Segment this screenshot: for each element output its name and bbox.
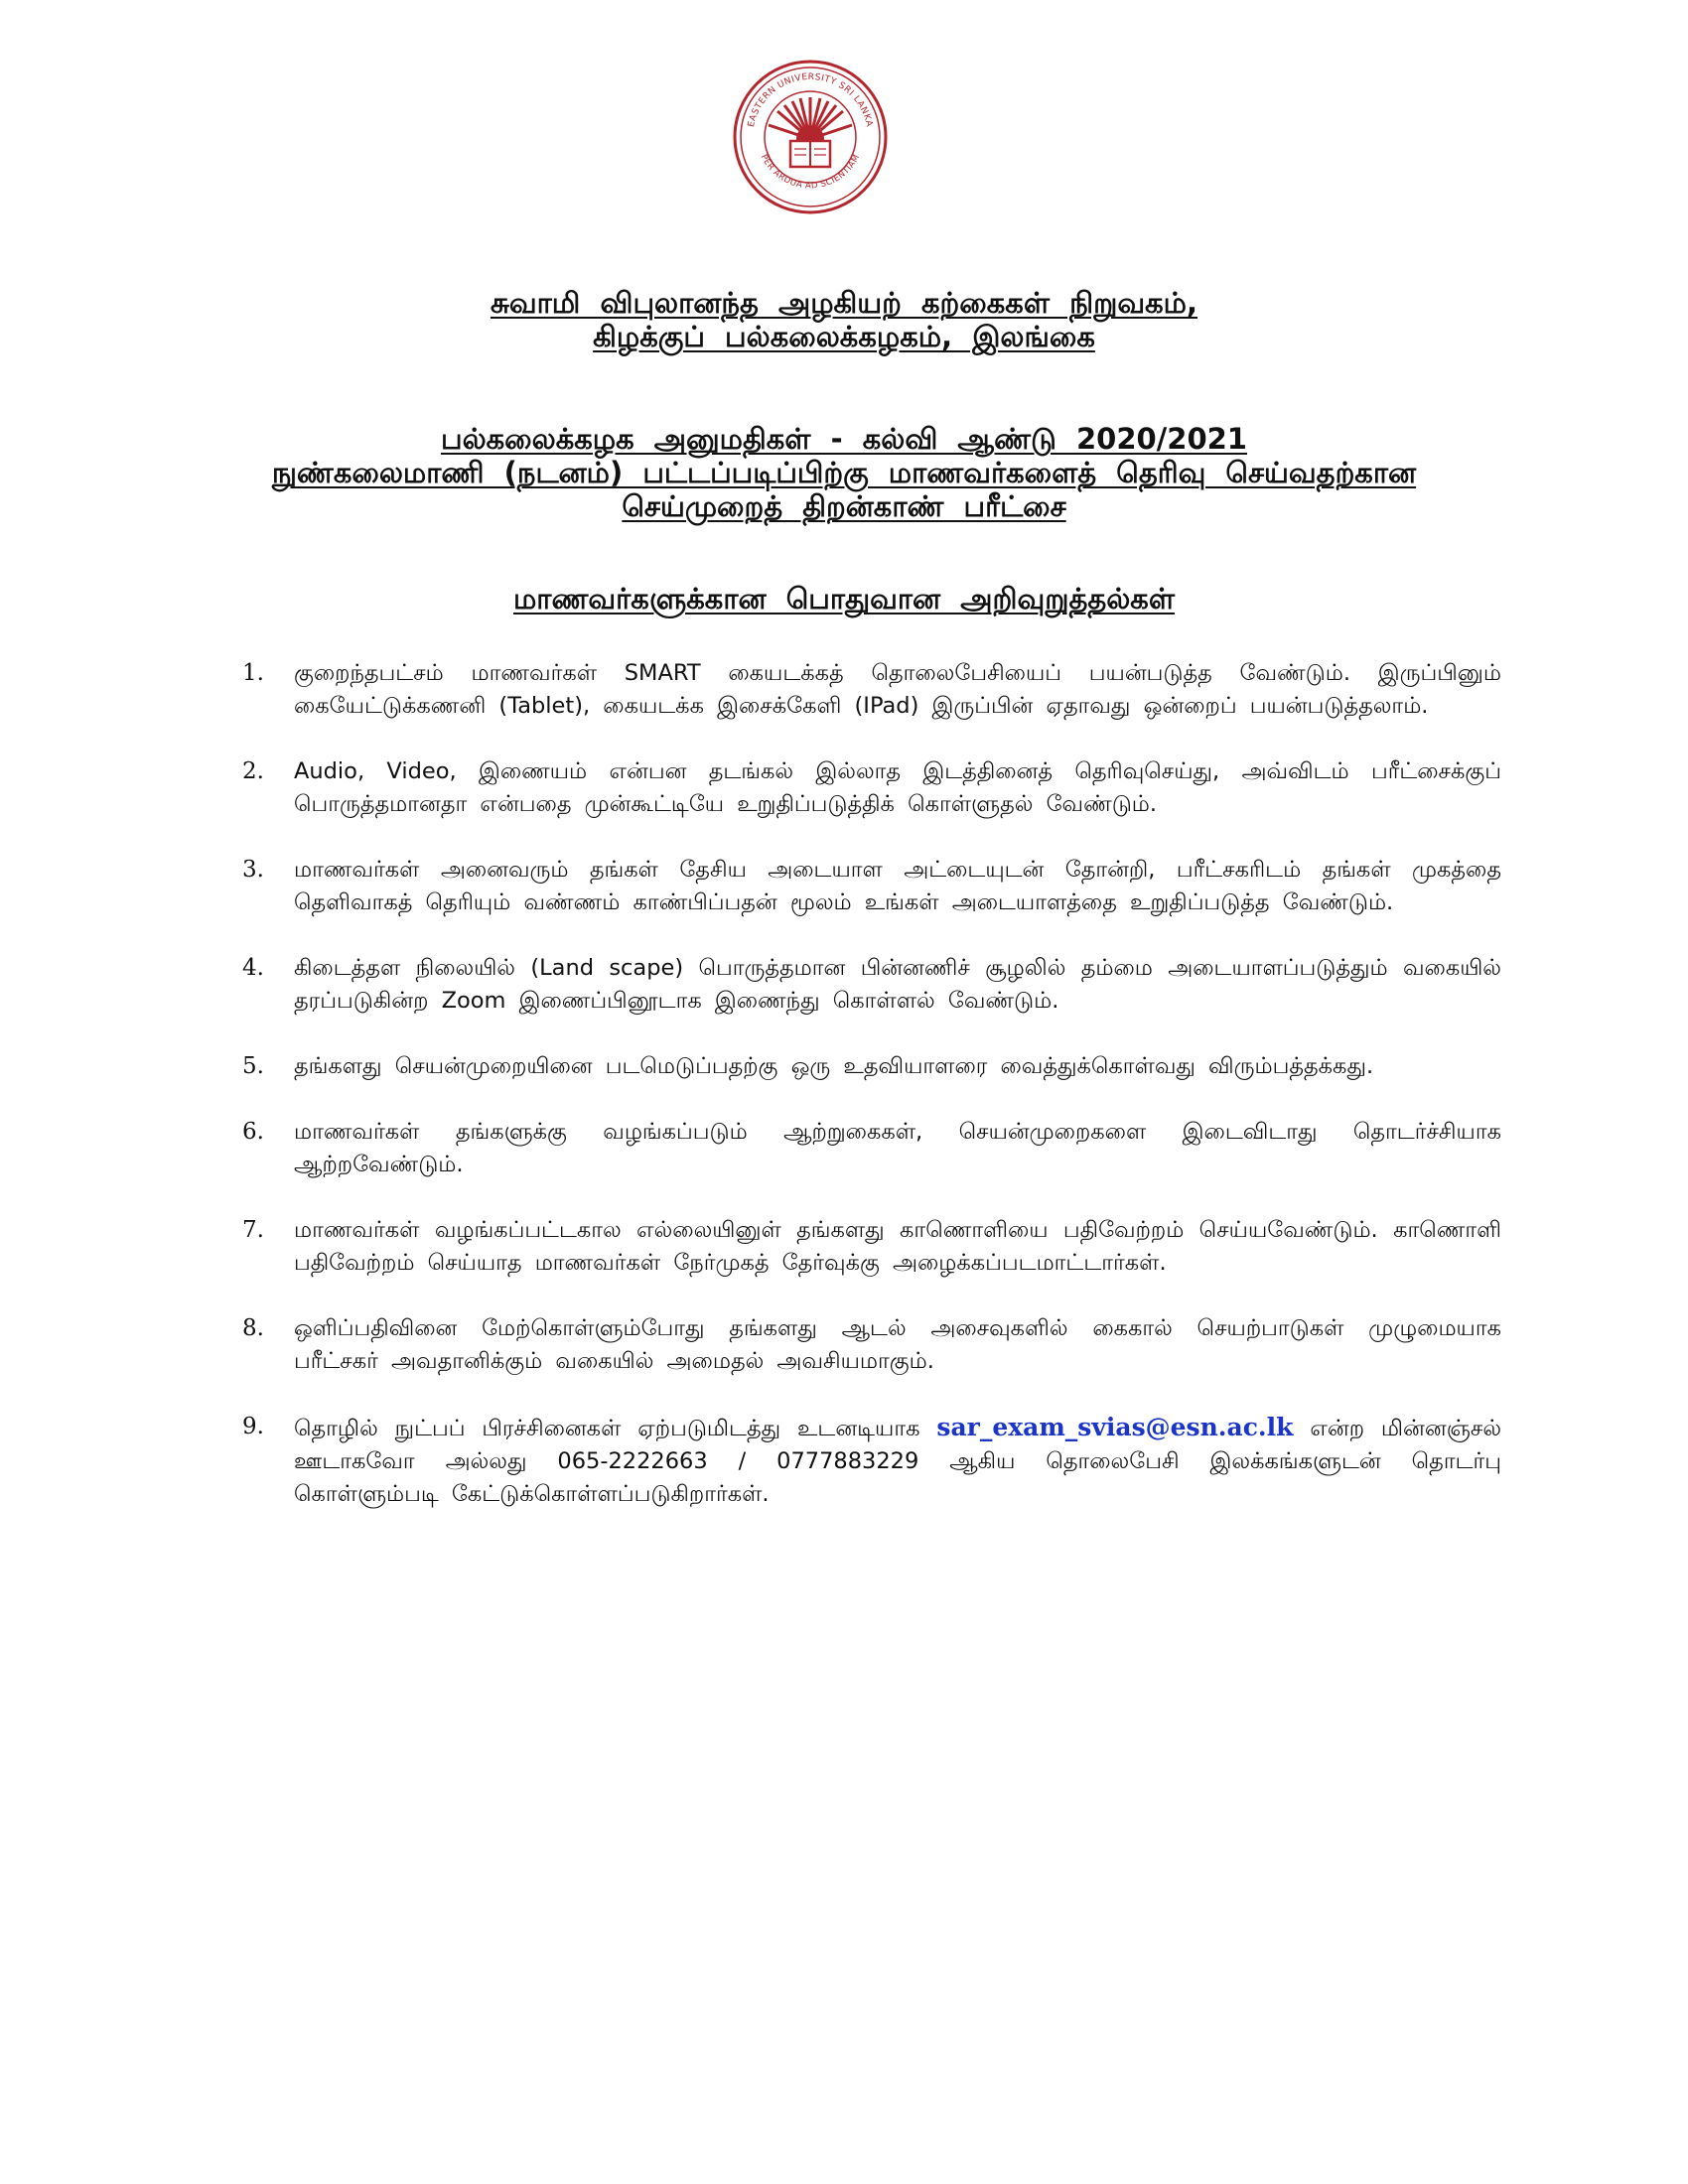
instruction-number: 3. — [242, 857, 264, 883]
institution-heading — [149, 286, 1539, 353]
instruction-text: குறைந்தபட்சம் மாணவர்கள் SMART கையடக்கத் தொலைபேசியைப் பயன்படுத்த வேண்டும். இருப்பினும் கையேட்டுக்கணனி (Tablet), கையடக்க இசைக்கேளி (IPad) இருப்பின் ஏதாவது ஒன்றைப் பயன்படுத்தலாம். — [294, 660, 1501, 719]
support-email-link[interactable]: sar_exam_svias@esn.ac.lk — [936, 1413, 1294, 1441]
instruction-item — [242, 657, 1501, 723]
logo-text-top: EASTERN UNIVERSITY SRI LANKA — [746, 71, 875, 129]
instruction-item — [242, 1116, 1501, 1181]
instruction-item-contact — [242, 1411, 1501, 1511]
instructions-list — [242, 657, 1501, 1544]
practical-test-title: செய்முறைத் திறன்காண் பரீட்சை — [622, 489, 1066, 523]
university-name: கிழக்குப் பல்கலைக்கழகம், இலங்கை — [593, 320, 1095, 353]
logo-text-bottom: PER ARDUA AD SCIENTIAM — [758, 152, 863, 192]
instruction-text: மாணவர்கள் அனைவரும் தங்கள் தேசிய அடையாள அட்டையுடன் தோன்றி, பரீட்சகரிடம் தங்கள் முகத்தை தெளிவாகத் தெரியும் வண்ணம் காண்பிப்பதன் மூலம் உங்கள் அடையாளத்தை உறுதிப்படுத்த வேண்டும். — [294, 857, 1501, 915]
contact-text-before: தொழில் நுட்பப் பிரச்சினைகள் ஏற்படுமிடத்து உடனடியாக — [294, 1416, 937, 1441]
instruction-item — [242, 755, 1501, 821]
instruction-item — [242, 854, 1501, 919]
instruction-number: 1. — [242, 660, 264, 686]
instruction-text — [294, 1413, 1502, 1507]
contact-text-after: என்ற மின்னஞ்சல் ஊடாகவோ அல்லது 065-2222663 / 0777883229 ஆகிய தொலைபேசி இலக்கங்களுடன் தொடர்பு கொள்ளும்படி கேட்டுக்கொள்ளப்படுகிறார்கள். — [294, 1416, 1502, 1507]
instruction-text: ஒளிப்பதிவினை மேற்கொள்ளும்போது தங்களது ஆடல் அசைவுகளில் கைகால் செயற்பாடுகள் முழுமையாக பரீட்சகர் அவதானிக்கும் வகையில் அமைதல் அவசியமாகும். — [294, 1315, 1501, 1374]
instruction-text: மாணவர்கள் வழங்கப்பட்டகால எல்லையினுள் தங்களது காணொளியை பதிவேற்றம் செய்யவேண்டும். காணொளி பதிவேற்றம் செய்யாத மாணவர்கள் நேர்முகத் தேர்வுக்கு அழைக்கப்படமாட்டார்கள். — [294, 1217, 1501, 1276]
instruction-number: 9. — [242, 1414, 264, 1439]
instruction-number: 8. — [242, 1315, 264, 1341]
instruction-text: தங்களது செயன்முறையினை படமெடுப்பதற்கு ஒரு உதவியாளரை வைத்துக்கொள்வது விரும்பத்தக்கது. — [294, 1053, 1374, 1079]
instruction-item — [242, 1312, 1501, 1378]
instruction-text: Audio, Video, இணையம் என்பன தடங்கல் இல்லாத இடத்தினைத் தெரிவுசெய்து, அவ்விடம் பரீட்சைக்குப் பொருத்தமானதா என்பதை முன்கூட்டியே உறுதிப்படுத்திக் கொள்ளுதல் வேண்டும். — [294, 758, 1501, 817]
instruction-number: 4. — [242, 955, 264, 981]
degree-selection-title: நுண்கலைமாணி (நடனம்) பட்டப்படிப்பிற்கு மாணவர்களைத் தெரிவு செய்வதற்கான — [271, 456, 1417, 489]
admissions-year-title: பல்கலைக்கழக அனுமதிகள் - கல்வி ஆண்டு 2020/2021 — [440, 422, 1247, 456]
instruction-text: கிடைத்தள நிலையில் (Land scape) பொருத்தமான பின்னணிச் சூழலில் தம்மை அடையாளப்படுத்தும் வகையில் தரப்படுகின்ற Zoom இணைப்பினூடாக இணைந்து கொள்ளல் வேண்டும். — [294, 955, 1501, 1014]
instruction-number: 7. — [242, 1217, 264, 1243]
guidelines-heading — [149, 582, 1539, 615]
institution-name: சுவாமி விபுலானந்த அழகியற் கற்கைகள் நிறுவகம், — [490, 286, 1197, 320]
instruction-number: 6. — [242, 1119, 264, 1145]
instruction-item — [242, 952, 1501, 1018]
instruction-item — [242, 1214, 1501, 1280]
university-crest-icon — [731, 58, 890, 216]
exam-title-heading — [149, 422, 1539, 523]
instruction-number: 2. — [242, 758, 264, 784]
instruction-number: 5. — [242, 1053, 264, 1079]
instruction-text: மாணவர்கள் தங்களுக்கு வழங்கப்படும் ஆற்றுகைகள், செயன்முறைகளை இடைவிடாது தொடர்ச்சியாக ஆற்றவேண்டும். — [294, 1119, 1501, 1177]
guidelines-title: மாணவர்களுக்கான பொதுவான அறிவுறுத்தல்கள் — [512, 582, 1176, 615]
instruction-item — [242, 1050, 1501, 1083]
